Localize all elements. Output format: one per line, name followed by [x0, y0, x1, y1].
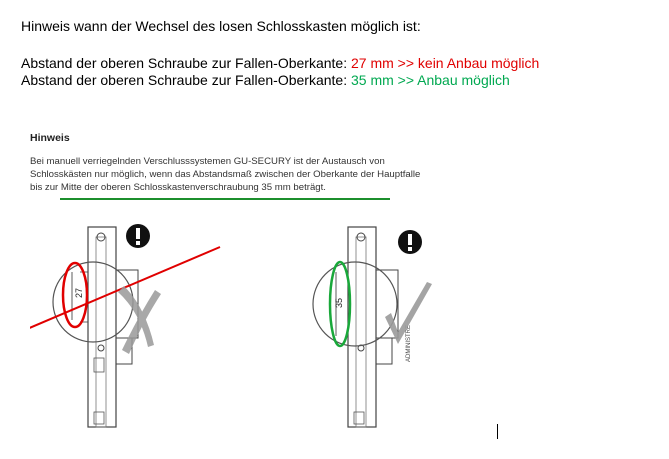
- left-lock-case: [80, 227, 138, 427]
- line-possible: [21, 72, 539, 89]
- instruction-text: [21, 18, 539, 89]
- left-dimension-label: 27: [74, 287, 84, 298]
- embedded-figure: [30, 132, 520, 442]
- intro-line: Hinweis wann der Wechsel des losen Schlosskasten möglich ist:: [21, 18, 421, 34]
- right-dimension-label: 35: [334, 297, 344, 308]
- line2-result: >> Anbau möglich: [393, 72, 510, 88]
- line1-prefix: Abstand der oberen Schraube zur Fallen-Oberkante:: [21, 55, 351, 71]
- line1-measure: 27 mm: [350, 55, 394, 71]
- figure-para-line-2: Schlosskästen nur möglich, wenn das Abstandsmaß zwischen der Oberkante der Hauptfalle: [30, 169, 421, 180]
- line2-prefix: Abstand der oberen Schraube zur Fallen-Oberkante:: [21, 72, 351, 88]
- svg-text:ADMINISTRE: ADMINISTRE: [406, 324, 412, 362]
- figure-title: Hinweis: [30, 132, 70, 144]
- line1-result: >> kein Anbau möglich: [393, 55, 540, 71]
- line-not-possible: [21, 55, 539, 72]
- line2-measure: 35 mm: [350, 72, 394, 88]
- text-cursor: [497, 424, 498, 439]
- right-magnifier: [313, 262, 397, 346]
- figure-drawings: [30, 132, 520, 442]
- warning-icon-left: [126, 224, 150, 248]
- cross-mark: [118, 286, 161, 354]
- warning-icon-right: [398, 230, 422, 254]
- figure-para-line-3: bis zur Mitte der oberen Schlosskastenverschraubung 35 mm beträgt.: [30, 182, 326, 193]
- figure-para-line-1: Bei manuell verriegelnden Verschlusssystemen GU-SECURY ist der Austausch von: [30, 156, 385, 167]
